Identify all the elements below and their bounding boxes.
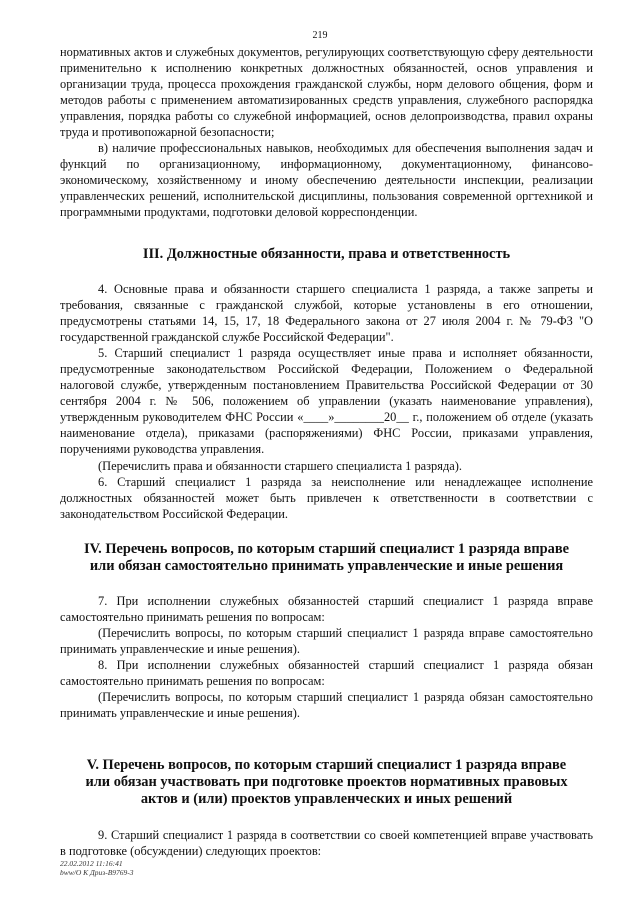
footer-document-code: bww/O K Дриз-В9769-3 — [60, 868, 134, 877]
heading-line: или обязан участвовать при подготовке проектов нормативных правовых — [85, 774, 568, 790]
section-heading-5 — [60, 757, 593, 808]
paragraph: 8. При исполнении служебных обязанностей старший специалист 1 разряда обязан самостоятельно принимать решения по вопросам: — [60, 658, 593, 689]
text-block-3 — [60, 593, 593, 721]
section-heading-3: III. Должностные обязанности, права и ответственность — [142, 246, 511, 262]
paragraph: (Перечислить права и обязанности старшего специалиста 1 разряда). — [98, 458, 462, 473]
text-block-1 — [60, 44, 593, 221]
heading-line: IV. Перечень вопросов, по которым старший специалист 1 разряда вправе — [83, 541, 569, 557]
heading-line: актов и (или) проектов управленческих и иных решений — [140, 791, 513, 807]
paragraph: 7. При исполнении служебных обязанностей старший специалист 1 разряда вправе самостоятельно принимать решения по вопросам: — [60, 594, 593, 625]
paragraph: 4. Основные права и обязанности старшего специалиста 1 разряда, а также запреты и требования, связанные с гражданской службой, которые установлены в его отношении, предусмотрены статьями 14, 15, 17, 18 Федерального закона от 27 июля 2004 г. № 79-ФЗ "О государственной гражданской службе Российской Федерации". — [60, 282, 593, 345]
text-block-2 — [60, 281, 593, 522]
text-block-4 — [60, 827, 593, 859]
paragraph: в) наличие профессиональных навыков, необходимых для обеспечения выполнения задач и функций по организационному, информационному, документационному, финансово-экономическому, хозяйственному и иному обеспечению деятельности инспекции, реализации управленческих решений, исполнительской дисциплины, пользования современной оргтехникой и программными продуктами, подготовки деловой корреспонденции. — [60, 141, 593, 220]
paragraph: (Перечислить вопросы, по которым старший специалист 1 разряда обязан самостоятельно принимать управленческие и иные решения). — [60, 690, 593, 721]
paragraph: нормативных актов и служебных документов, регулирующих соответствующую сферу деятельности применительно к исполнению конкретных должностных обязанностей, основ управления и организации труда, процесса прохождения гражданской службы, норм делового общения, форм и методов работы с применением автоматизированных средств управления, служебного распорядка управления, порядка работы со служебной информацией, основ делопроизводства, правил охраны труда и противопожарной безопасности; — [60, 45, 593, 140]
paragraph: (Перечислить вопросы, по которым старший специалист 1 разряда вправе самостоятельно принимать управленческие и иные решения). — [60, 626, 593, 657]
paragraph: 5. Старший специалист 1 разряда осуществляет иные права и исполняет обязанности, предусмотренные законодательством Российской Федерации, Положением о Федеральной налоговой службе, утвержденным постановлением Правительства Российской Федерации от 30 сентября 2004 г. № 506, положением об управлении (указать наименование управления), утвержденным руководителем ФНС России «____»________20__ г., положением об отделе (указать наименование отдела), приказами (распоряжениями) ФНС России, приказами управления, поручениями руководства управления. — [60, 346, 593, 457]
heading-line: или обязан самостоятельно принимать управленческие и иные решения — [89, 558, 564, 574]
page-number: 219 — [312, 30, 328, 41]
footer-timestamp: 22.02.2012 11:16:41 — [60, 859, 123, 868]
section-heading-4 — [60, 541, 593, 575]
footer-stamp — [60, 859, 134, 877]
heading-line: V. Перечень вопросов, по которым старший специалист 1 разряда вправе — [86, 757, 567, 773]
paragraph: 6. Старший специалист 1 разряда за неисполнение или ненадлежащее исполнение должностных обязанностей может быть привлечен к ответственности в соответствии с законодательством Российской Федерации. — [60, 474, 593, 521]
paragraph: 9. Старший специалист 1 разряда в соответствии со своей компетенцией вправе участвовать в подготовке (обсуждении) следующих проектов: — [60, 828, 593, 859]
